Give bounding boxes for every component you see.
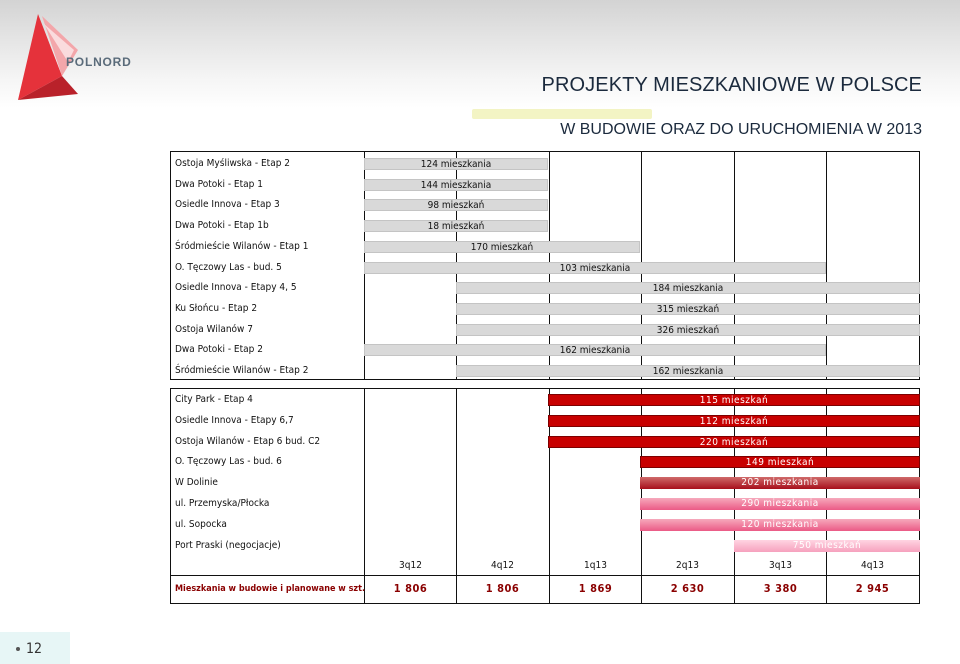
title-underline xyxy=(472,109,652,119)
project-name: W Dolinie xyxy=(175,477,218,488)
project-name: ul. Przemyska/Płocka xyxy=(175,498,270,509)
project-name: O. Tęczowy Las - bud. 5 xyxy=(175,262,282,273)
project-name: Ostoja Wilanów - Etap 6 bud. C2 xyxy=(175,436,321,447)
project-bar: 326 mieszkań xyxy=(456,324,920,336)
project-name: Ostoja Myśliwska - Etap 2 xyxy=(175,158,291,169)
project-bar: 103 mieszkania xyxy=(364,262,826,274)
project-name: Osiedle Innova - Etapy 4, 5 xyxy=(175,282,297,293)
project-bar: 18 mieszkań xyxy=(364,220,548,232)
bullet-icon xyxy=(16,647,20,651)
project-bar: 315 mieszkań xyxy=(456,303,920,315)
total-value: 2 630 xyxy=(670,582,705,595)
project-name: Osiedle Innova - Etap 3 xyxy=(175,199,280,210)
quarter-label: 1q13 xyxy=(584,560,607,571)
page-number-badge xyxy=(0,632,70,664)
quarter-label: 3q13 xyxy=(769,560,792,571)
total-value: 1 806 xyxy=(485,582,520,595)
totals-label: Mieszkania w budowie i planowane w szt. xyxy=(175,584,366,594)
page-subtitle: W BUDOWIE ORAZ DO URUCHOMIENIA W 2013 xyxy=(560,121,922,138)
project-name: Osiedle Innova - Etapy 6,7 xyxy=(175,415,294,426)
project-name: Ku Słońcu - Etap 2 xyxy=(175,303,258,314)
project-name: Dwa Potoki - Etap 1b xyxy=(175,220,269,231)
quarter-label: 2q13 xyxy=(676,560,699,571)
quarters-divider xyxy=(170,575,920,576)
project-name: Ostoja Wilanów 7 xyxy=(175,324,253,335)
project-bar: 750 mieszkań xyxy=(734,540,920,552)
total-value: 1 806 xyxy=(393,582,428,595)
project-name: Port Praski (negocjacje) xyxy=(175,540,281,551)
grid-line xyxy=(456,388,457,604)
page-number: 12 xyxy=(26,641,43,657)
project-bar: 170 mieszkań xyxy=(364,241,640,253)
project-name: Dwa Potoki - Etap 1 xyxy=(175,179,263,190)
project-name: O. Tęczowy Las - bud. 6 xyxy=(175,456,282,467)
project-bar: 162 mieszkania xyxy=(456,365,920,377)
quarter-label: 4q13 xyxy=(861,560,884,571)
project-bar: 202 mieszkania xyxy=(640,477,920,489)
project-bar: 98 mieszkań xyxy=(364,199,548,211)
project-name: Dwa Potoki - Etap 2 xyxy=(175,344,263,355)
project-bar: 124 mieszkania xyxy=(364,158,548,170)
project-bar: 115 mieszkań xyxy=(548,394,920,406)
project-bar: 220 mieszkań xyxy=(548,436,920,448)
quarter-label: 3q12 xyxy=(399,560,422,571)
total-value: 1 869 xyxy=(578,582,613,595)
project-name: Śródmieście Wilanów - Etap 1 xyxy=(175,241,309,252)
project-bar: 162 mieszkania xyxy=(364,344,826,356)
project-name: ul. Sopocka xyxy=(175,519,227,530)
project-name: City Park - Etap 4 xyxy=(175,394,253,405)
project-bar: 290 mieszkania xyxy=(640,498,920,510)
total-value: 2 945 xyxy=(855,582,890,595)
quarter-label: 4q12 xyxy=(491,560,514,571)
project-bar: 112 mieszkań xyxy=(548,415,920,427)
polnord-logo xyxy=(18,14,168,104)
project-name: Śródmieście Wilanów - Etap 2 xyxy=(175,365,309,376)
project-bar: 120 mieszkania xyxy=(640,519,920,531)
logo-text: POLNORD xyxy=(66,55,132,69)
total-value: 3 380 xyxy=(763,582,798,595)
project-bar: 184 mieszkania xyxy=(456,282,920,294)
page-title: PROJEKTY MIESZKANIOWE W POLSCE xyxy=(541,74,922,96)
grid-line xyxy=(364,388,365,604)
grid-line xyxy=(826,151,827,380)
project-bar: 144 mieszkania xyxy=(364,179,548,191)
project-bar: 149 mieszkań xyxy=(640,456,920,468)
